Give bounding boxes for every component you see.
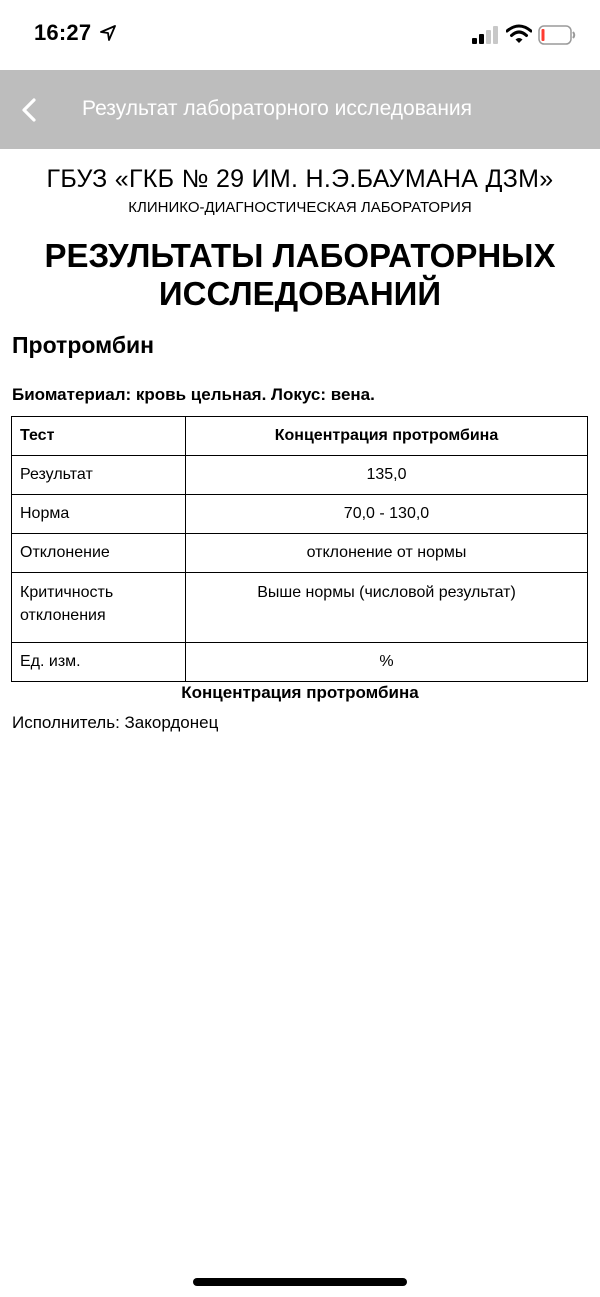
row-label: Норма	[12, 495, 186, 534]
chevron-left-icon[interactable]	[16, 94, 44, 126]
laboratory-name: КЛИНИКО-ДИАГНОСТИЧЕСКАЯ ЛАБОРАТОРИЯ	[128, 199, 472, 216]
row-value: Выше нормы (числовой результат)	[186, 573, 588, 643]
navigation-bar	[0, 70, 600, 149]
table-row	[12, 573, 588, 643]
table-caption: Концентрация протромбина	[181, 683, 419, 702]
table-header-concentration: Концентрация протромбина	[186, 417, 588, 456]
row-label: Ед. изм.	[12, 643, 186, 682]
table-header-row	[12, 417, 588, 456]
row-value: 135,0	[186, 456, 588, 495]
nav-title: Результат лабораторного исследования	[82, 97, 473, 120]
biomaterial-info: Биоматериал: кровь цельная. Локус: вена.	[12, 385, 375, 404]
executor-info: Исполнитель: Закордонец	[12, 713, 219, 732]
document-title	[0, 237, 600, 313]
table-row	[12, 534, 588, 573]
wifi-icon	[506, 24, 532, 44]
battery-icon	[538, 25, 576, 45]
location-arrow-icon	[100, 25, 116, 41]
status-bar	[0, 0, 600, 70]
row-value: отклонение от нормы	[186, 534, 588, 573]
row-value: %	[186, 643, 588, 682]
row-label: Критичность отклонения	[12, 573, 186, 643]
table-row	[12, 456, 588, 495]
row-value: 70,0 - 130,0	[186, 495, 588, 534]
test-section-title: Протромбин	[12, 332, 155, 358]
cellular-signal-icon	[472, 26, 500, 44]
home-indicator[interactable]	[193, 1278, 407, 1286]
table-header-test: Тест	[12, 417, 186, 456]
organization-name: ГБУЗ «ГКБ № 29 ИМ. Н.Э.БАУМАНА ДЗМ»	[46, 165, 554, 193]
results-table	[11, 416, 588, 682]
row-label: Результат	[12, 456, 186, 495]
table-row	[12, 643, 588, 682]
table-row	[12, 495, 588, 534]
row-label: Отклонение	[12, 534, 186, 573]
document-title-line1: РЕЗУЛЬТАТЫ ЛАБОРАТОРНЫХ	[44, 237, 556, 274]
document-title-line2: ИССЛЕДОВАНИЙ	[158, 275, 442, 312]
status-time: 16:27	[34, 20, 92, 45]
